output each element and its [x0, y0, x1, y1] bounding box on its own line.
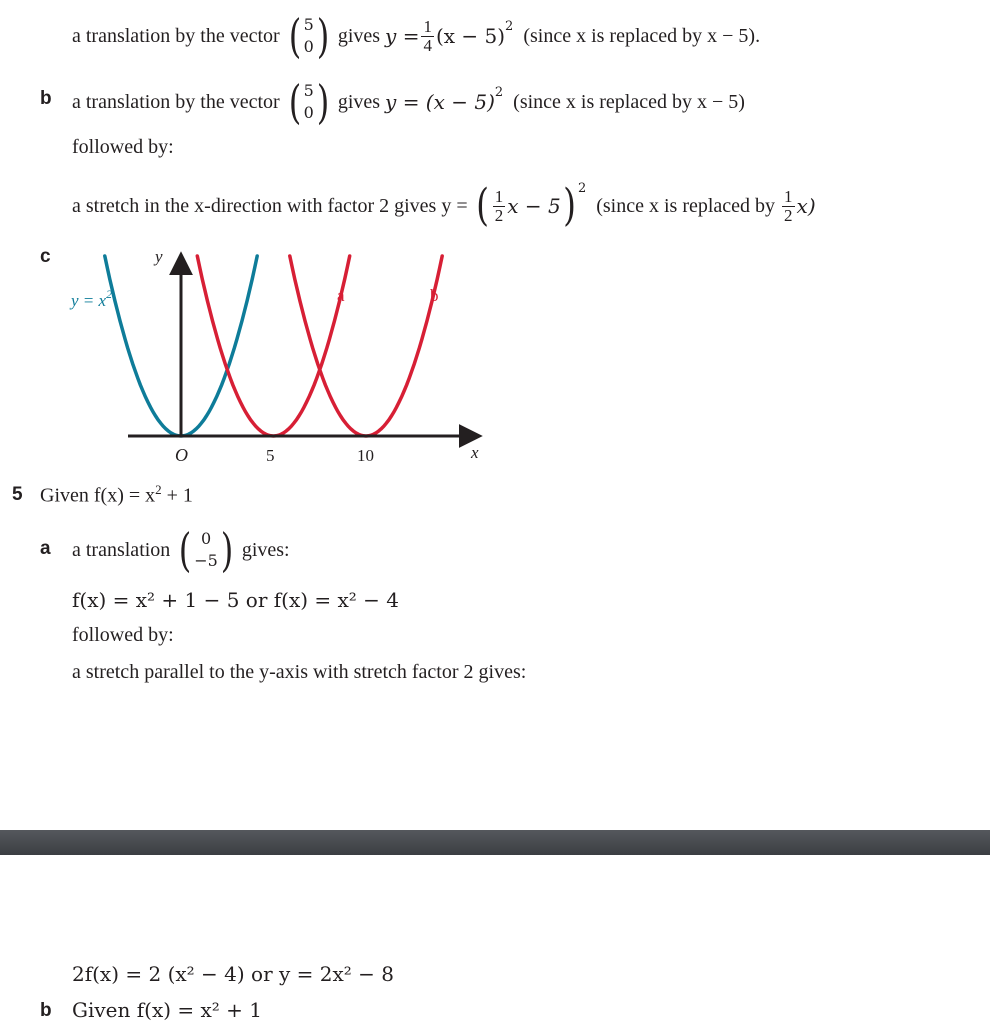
tick-label-10: 10	[357, 446, 374, 465]
gives-text: gives	[337, 90, 381, 113]
q5-a-equation: f(x) = x² + 1 − 5 or f(x) = x² − 4	[72, 588, 400, 612]
part-b-line	[72, 74, 745, 130]
translation-vector: ( 0 −5 )	[179, 523, 234, 577]
parabola-b	[290, 256, 442, 436]
curve-label-a: a	[337, 286, 345, 305]
part-a-text: a translation by the vector	[72, 24, 280, 47]
given-text: Given f(x) = x	[40, 484, 156, 507]
transformation-graph	[0, 240, 520, 470]
x-axis-label: x	[471, 443, 479, 462]
part-b-text: a translation by the vector	[72, 90, 280, 113]
stretch-text: a stretch parallel to the y-axis with stretch factor 2 gives:	[72, 661, 527, 683]
part-a-line	[72, 8, 760, 64]
since-note: (since x is replaced by x − 5)	[513, 90, 745, 113]
gives-text: gives	[337, 24, 381, 47]
exponent: 2	[577, 180, 587, 196]
note-end: x)	[796, 194, 816, 218]
since-note: (since x is replaced by	[596, 194, 776, 217]
y-axis-label: y	[155, 247, 163, 266]
q5-result-equation: 2f(x) = 2 (x² − 4) or y = 2x² − 8	[72, 962, 394, 986]
origin-label: O	[175, 445, 188, 465]
tick-label-5: 5	[266, 446, 275, 465]
page-divider	[0, 830, 990, 855]
since-note: (since x is replaced by x − 5).	[523, 24, 761, 47]
inner-expression: x − 5	[507, 194, 561, 218]
parabola-a	[197, 256, 349, 436]
followed-by-text: followed by:	[72, 624, 174, 646]
given-rest: + 1	[161, 484, 193, 507]
followed-by-text: followed by:	[72, 136, 174, 158]
translation-vector: ( 5 0 )	[288, 9, 330, 63]
translation-text: a translation	[72, 538, 171, 561]
q5-given	[40, 482, 193, 508]
fraction-half: $\frac{1}{2}$	[494, 186, 504, 225]
equation-rest: (x − 5)	[435, 24, 506, 48]
q5-part-a-line	[72, 522, 290, 578]
stretch-line: a stretch in the x-direction with factor 2 gives y = ( $\frac{1}{2}$ x − 5 ) $^2$ (since x is replaced by $\frac{1}{2}$ x)	[72, 180, 816, 231]
part-c-label: c	[40, 246, 51, 267]
translation-vector: ( 5 0 )	[288, 75, 330, 129]
fraction-quarter: $\frac{1}{4}$	[423, 16, 432, 55]
fraction-half: $\frac{1}{2}$	[784, 186, 793, 225]
exponent: 2	[494, 84, 504, 100]
curve-label-base: $y = x^2$	[71, 287, 113, 310]
equation-lhs: y =	[385, 24, 420, 48]
curve-label-b: b	[430, 286, 439, 305]
gives-text: gives:	[241, 538, 290, 561]
exponent: 2	[505, 18, 514, 34]
q5-part-b-given: Given f(x) = x² + 1	[72, 998, 262, 1022]
part-b-label: b	[40, 88, 52, 109]
equation: y = (x − 5)	[385, 90, 495, 114]
q5-part-b-label: b	[40, 1000, 52, 1021]
question-number: 5	[12, 484, 23, 505]
exponent: 2	[155, 482, 162, 497]
q5-part-a-label: a	[40, 538, 51, 559]
stretch-text: a stretch in the x-direction with factor 2 gives y =	[72, 194, 468, 217]
